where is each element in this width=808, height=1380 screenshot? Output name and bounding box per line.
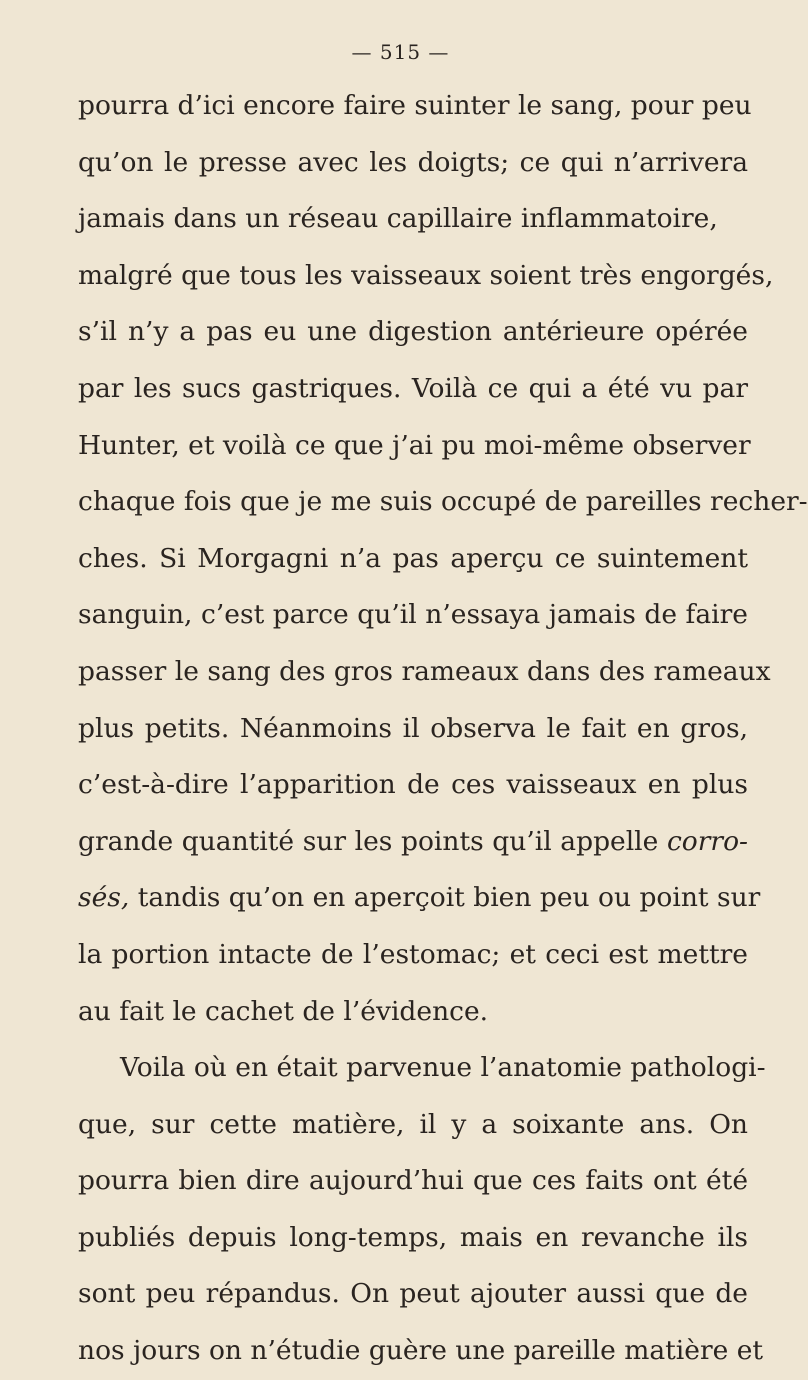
italic-term: corro- <box>666 825 748 857</box>
text-line: sont peu répandus. On peut ajouter aussi que de <box>78 1278 748 1310</box>
text-line: qu’on le presse avec les doigts; ce qui n’arrivera <box>78 146 748 178</box>
text-line: jamais dans un réseau capillaire inflammatoire, <box>78 203 718 235</box>
text-line: passer le sang des gros rameaux dans des rameaux <box>78 655 771 687</box>
body-text <box>78 78 808 1380</box>
text-line: sanguin, c’est parce qu’il n’essaya jamais de faire <box>78 599 748 631</box>
text-line: au fait le cachet de l’évidence. <box>78 995 489 1027</box>
text-line: malgré que tous les vaisseaux soient très engorgés, <box>78 259 774 291</box>
text-line: pourra bien dire aujourd’hui que ces faits ont été <box>78 1165 748 1197</box>
text-line: nos jours on n’étudie guère une pareille matière et <box>78 1335 764 1367</box>
text-line: Voila où en était parvenue l’anatomie pathologi- <box>120 1052 766 1084</box>
text-line: plus petits. Néanmoins il observa le fait en gros, <box>78 712 748 744</box>
text-line: ches. Si Morgagni n’a pas aperçu ce suintement <box>78 542 748 574</box>
text-line: s’il n’y a pas eu une digestion antérieure opérée <box>78 316 748 348</box>
text-line: par les sucs gastriques. Voilà ce qui a été vu par <box>78 372 748 404</box>
text-line-with-italic <box>78 814 748 871</box>
text-line: chaque fois que je me suis occupé de pareilles recher- <box>78 486 808 518</box>
italic-term: sés, <box>78 882 130 914</box>
text-line: pourra d’ici encore faire suinter le sang, pour peu <box>78 90 752 121</box>
text-line: la portion intacte de l’estomac; et ceci est mettre <box>78 938 748 970</box>
text-run: grande quantité sur les points qu’il appelle <box>78 825 667 857</box>
text-run: tandis qu’on en aperçoit bien peu ou point sur <box>129 882 761 914</box>
text-line: c’est-à-dire l’apparition de ces vaisseaux en plus <box>78 769 748 801</box>
text-line: que, sur cette matière, il y a soixante ans. On <box>78 1108 748 1140</box>
text-line-with-italic <box>78 870 761 927</box>
text-line: publiés depuis long-temps, mais en revanche ils <box>78 1221 748 1253</box>
page-number: — 515 — <box>351 40 450 64</box>
text-line: Hunter, et voilà ce que j’ai pu moi-même observer <box>78 429 751 461</box>
